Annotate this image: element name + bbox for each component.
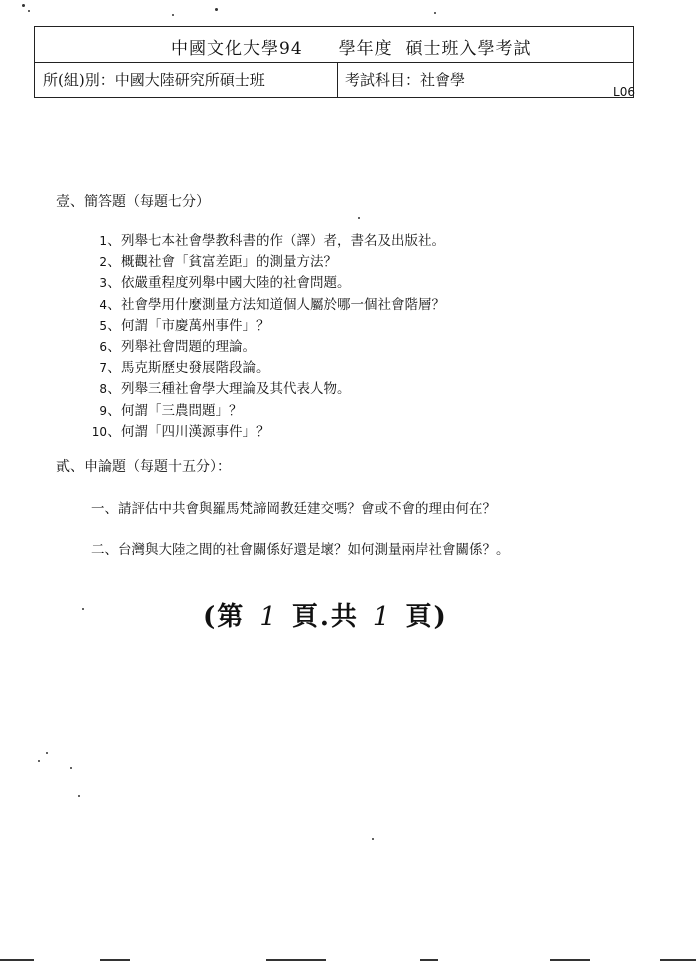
section2-heading: 貳、申論題（每題十五分）： [56,459,231,475]
total-pages: 1 [372,602,392,632]
list-item: 7 、 馬克斯歷史發展階段論。 [85,358,445,379]
department [43,69,265,90]
scan-edge-mark [420,959,438,961]
list-item: 6 、 列舉社會問題的理論。 [85,337,445,358]
list-item: 2 、 概觀社會「貧富差距」的測量方法？ [85,252,445,273]
list-item: 8 、 列舉三種社會學大理論及其代表人物。 [85,379,445,400]
essay-question-2: 二、台灣與大陸之間的社會關係好還是壞？如何測量兩岸社會關係？。 [91,542,510,558]
header-title-row [35,27,633,63]
question-number: 7 [99,361,107,376]
question-number: 8 [99,382,107,397]
question-number: 4 [99,297,107,312]
scan-speck [38,760,40,762]
scan-speck [434,12,436,14]
page-middle: 頁.共 [291,602,359,632]
question-number: 5 [99,318,107,333]
scan-speck [215,8,218,11]
question-text: 馬克斯歷史發展階段論。 [121,360,270,377]
question-number: 2 [99,255,107,270]
dept-value: 中國大陸研究所碩士班 [114,71,265,89]
question-text: 社會學用什麼測量方法知道個人屬於哪一個社會階層？ [121,296,445,313]
list-item: 10 、 何謂「四川漢源事件」？ [85,422,445,443]
list-item: 9 、 何謂「三農問題」？ [85,401,445,422]
scan-speck [78,795,80,797]
list-item: 1 、 列舉七本社會學教科書的作（譯）者，書名及出版社。 [85,231,445,252]
page-indicator [203,596,448,633]
scan-speck [172,14,174,16]
scan-speck [358,217,360,219]
exam-type: 碩士班入學考試 [405,39,532,59]
question-number: 10 [91,424,107,439]
page-prefix: (第 [203,602,246,632]
question-text: 何謂「市慶萬州事件」？ [121,317,270,334]
scan-edge-mark [550,959,590,961]
scan-edge-mark [266,959,326,961]
question-number: 3 [99,276,107,291]
scan-speck [46,752,48,754]
list-item: 5 、 何謂「市慶萬州事件」？ [85,316,445,337]
list-item: 3 、 依嚴重程度列舉中國大陸的社會問題。 [85,273,445,294]
question-number: 1 [99,234,107,248]
exam-header [34,26,634,98]
scan-speck [28,10,30,12]
question-number: 9 [99,403,107,418]
question-text: 何謂「四川漢源事件」？ [121,423,270,440]
question-text: 列舉七本社會學教科書的作（譯）者，書名及出版社。 [121,233,445,249]
scan-speck [22,4,25,7]
scan-edge-mark [0,959,34,961]
exam-subject [345,69,465,90]
list-item: 4 、 社會學用什麼測量方法知道個人屬於哪一個社會階層？ [85,295,445,316]
page-suffix: 頁) [405,602,448,632]
header-info-row [35,63,633,97]
question-text: 概觀社會「貧富差距」的測量方法？ [121,254,337,271]
year-label: 學年度 [338,39,393,59]
scan-speck [82,608,84,610]
question-text: 依嚴重程度列舉中國大陸的社會問題。 [121,275,351,292]
exam-title [171,34,531,59]
dept-label: 所(組)別： [43,71,115,89]
question-text: 列舉社會問題的理論。 [121,338,256,355]
header-divider [337,63,338,97]
scan-speck [372,838,374,840]
exam-code: L06 [613,85,635,99]
scan-speck [70,767,72,769]
question-text: 列舉三種社會學大理論及其代表人物。 [121,381,351,398]
question-number: 6 [99,339,107,354]
scan-edge-mark [100,959,130,961]
essay-question-1: 一、請評估中共會與羅馬梵諦岡教廷建交嗎？會或不會的理由何在？ [91,501,496,517]
subject-label: 考試科目： [345,71,421,89]
subject-value: 社會學 [420,71,466,89]
short-answer-list [85,231,445,443]
section1-heading: 壹、簡答題（每題七分） [56,194,210,210]
page-number: 1 [259,602,278,632]
school-name: 中國文化大學94 [171,39,303,59]
question-text: 何謂「三農問題」？ [121,402,243,419]
scan-edge-mark [660,959,696,961]
